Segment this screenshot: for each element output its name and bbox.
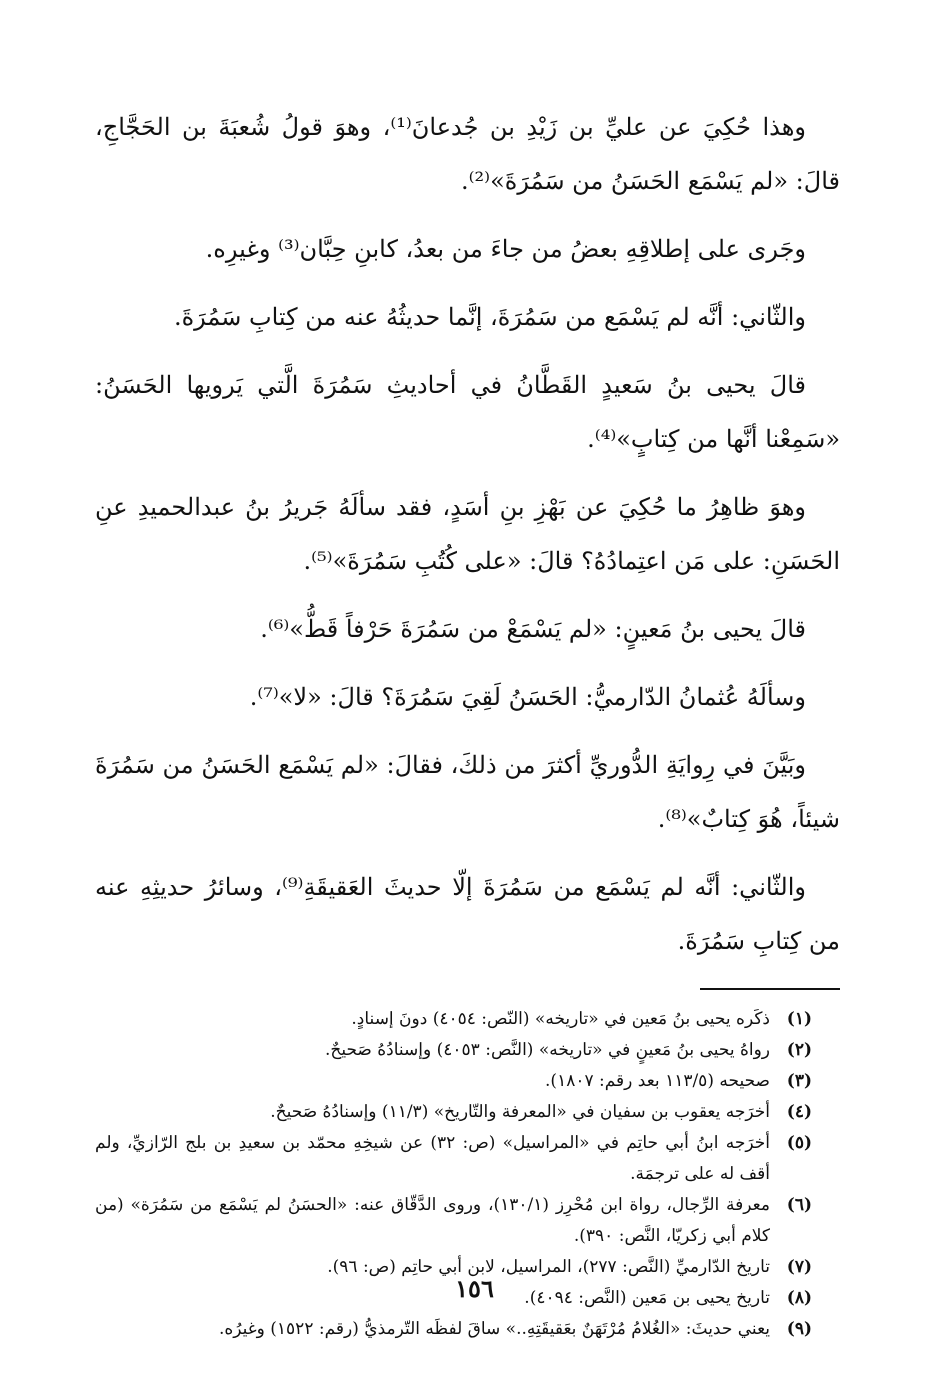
paragraph: وبَيَّنَ في رِوايَةِ الدُّوريِّ أكثرَ من ذلكَ، فقالَ: «لم يَسْمَع الحَسَنُ من سَمُرَةَ شيئاً، هُوَ كِتابٌ»⁽⁸⁾. (95, 751, 840, 833)
footnote (95, 1066, 840, 1097)
footnote-text: ذكَره يحيى بنُ مَعين في «تاريخه» (النّص: ٤٠٥٤) دونَ إسنادٍ. (351, 1009, 770, 1029)
paragraph: وجَرى على إطلاقِهِ بعضُ من جاءَ من بعدُ، كابنِ حِبَّان⁽³⁾ وغيرِه. (205, 235, 806, 263)
footnote-number: (٦) (786, 1195, 812, 1215)
footnote-number: (١) (786, 1009, 812, 1029)
footnote-text: تاريخ يحيى بن مَعين (النَّص: ٤٠٩٤). (524, 1288, 770, 1308)
footnote-text: أخرَجه ابنُ أبي حاتِم في «المراسيل» (ص: ٣٢) عن شيخِهِ محمّد بن سعيدِ بن بلج الرّازيِّ، ولم أقف له على ترجمَة. (95, 1133, 770, 1184)
footnote-text: أخرَجه يعقوب بن سفيان في «المعرفة والتّاريخ» (١١/٣) وإسنادُهُ صَحيحٌ. (270, 1102, 770, 1122)
paragraph: والثّاني: أنَّه لم يَسْمَع من سَمُرَةَ، إنَّما حديثُهُ عنه من كِتابِ سَمُرَةَ. (173, 303, 806, 331)
footnote-number: (٢) (786, 1040, 812, 1060)
footnote-number: (٨) (786, 1288, 812, 1308)
footnote-text: صحيحه (١١٣/٥ بعد رقم: ١٨٠٧). (545, 1071, 770, 1091)
footnote (95, 1190, 840, 1252)
footnote-text: رواهُ يحيى بنُ مَعينٍ في «تاريخه» (النَّص: ٤٠٥٣) وإسنادُهُ صَحيحٌ. (324, 1040, 770, 1060)
paragraph: والثّاني: أنَّه لم يَسْمَع من سَمُرَةَ إلّا حديثَ العَقيقَةِ⁽⁹⁾، وسائرُ حديثِهِ عنه من كِتابِ سَمُرَةَ. (95, 873, 840, 955)
footnote-number: (٧) (786, 1257, 812, 1277)
footnote-number: (٩) (786, 1319, 812, 1339)
paragraph: وسألَهُ عُثمانُ الدّارميُّ: الحَسَنُ لَقِيَ سَمُرَةَ؟ قالَ: «لا»⁽⁷⁾. (249, 683, 806, 711)
footnote (95, 1314, 840, 1345)
footnote-text: تاريخ الدّارميِّ (النَّص: ٢٧٧)، المراسيل، لابن أبي حاتِم (ص: ٩٦). (327, 1257, 770, 1277)
footnote (95, 1097, 840, 1128)
page-number: ١٥٦ (455, 1274, 494, 1303)
footnote (95, 1004, 840, 1035)
footnote (95, 1128, 840, 1190)
footnote-number: (٥) (786, 1133, 812, 1153)
paragraph: وهوَ ظاهِرُ ما حُكِيَ عن بَهْزِ بنِ أسَدٍ، فقد سألَهُ جَريرُ بنُ عبدالحميدِ عنِ الحَسَنِ: على مَن اعتِمادُهُ؟ قالَ: «على كُتُبِ سَمُرَةَ»⁽⁵⁾. (95, 493, 840, 575)
footnote (95, 1035, 840, 1066)
footnote-number: (٣) (786, 1071, 812, 1091)
main-text (95, 100, 840, 968)
paragraph: وهذا حُكِيَ عن عليِّ بن زَيْدِ بن جُدعانَ⁽¹⁾، وهوَ قولُ شُعبَةَ بن الحَجَّاجِ، قالَ: «لم يَسْمَع الحَسَنُ من سَمُرَةَ»⁽²⁾. (95, 113, 840, 195)
paragraph: قالَ يحيى بنُ سَعيدٍ القَطَّانُ في أحاديثِ سَمُرَةَ الَّتي يَرويها الحَسَنُ: «سَمِعْنا أنَّها من كِتابٍ»⁽⁴⁾. (95, 371, 840, 453)
footnote-divider (700, 988, 840, 990)
paragraph: قالَ يحيى بنُ مَعينٍ: «لم يَسْمَعْ من سَمُرَةَ حَرْفاً قَطُّ»⁽⁶⁾. (260, 615, 806, 643)
footnote-text: معرفة الرِّجال، رواة ابن مُحْرِز (١٣٠/١)، وروى الدَّقّاق عنه: «الحسَنُ لم يَسْمَع من سَمُرَة» (من كلام أبي زكريّا، النَّص: ٣٩٠). (95, 1195, 770, 1246)
page-body (95, 100, 840, 1345)
footnote-number: (٤) (786, 1102, 812, 1122)
footnote-text: يعني حديثَ: «الغُلامُ مُرْتَهَنٌ بعَقيقَتِهِ..» ساقَ لفظَه التّرمذيُّ (رقم: ١٥٢٢) وغيرُه. (218, 1319, 770, 1339)
